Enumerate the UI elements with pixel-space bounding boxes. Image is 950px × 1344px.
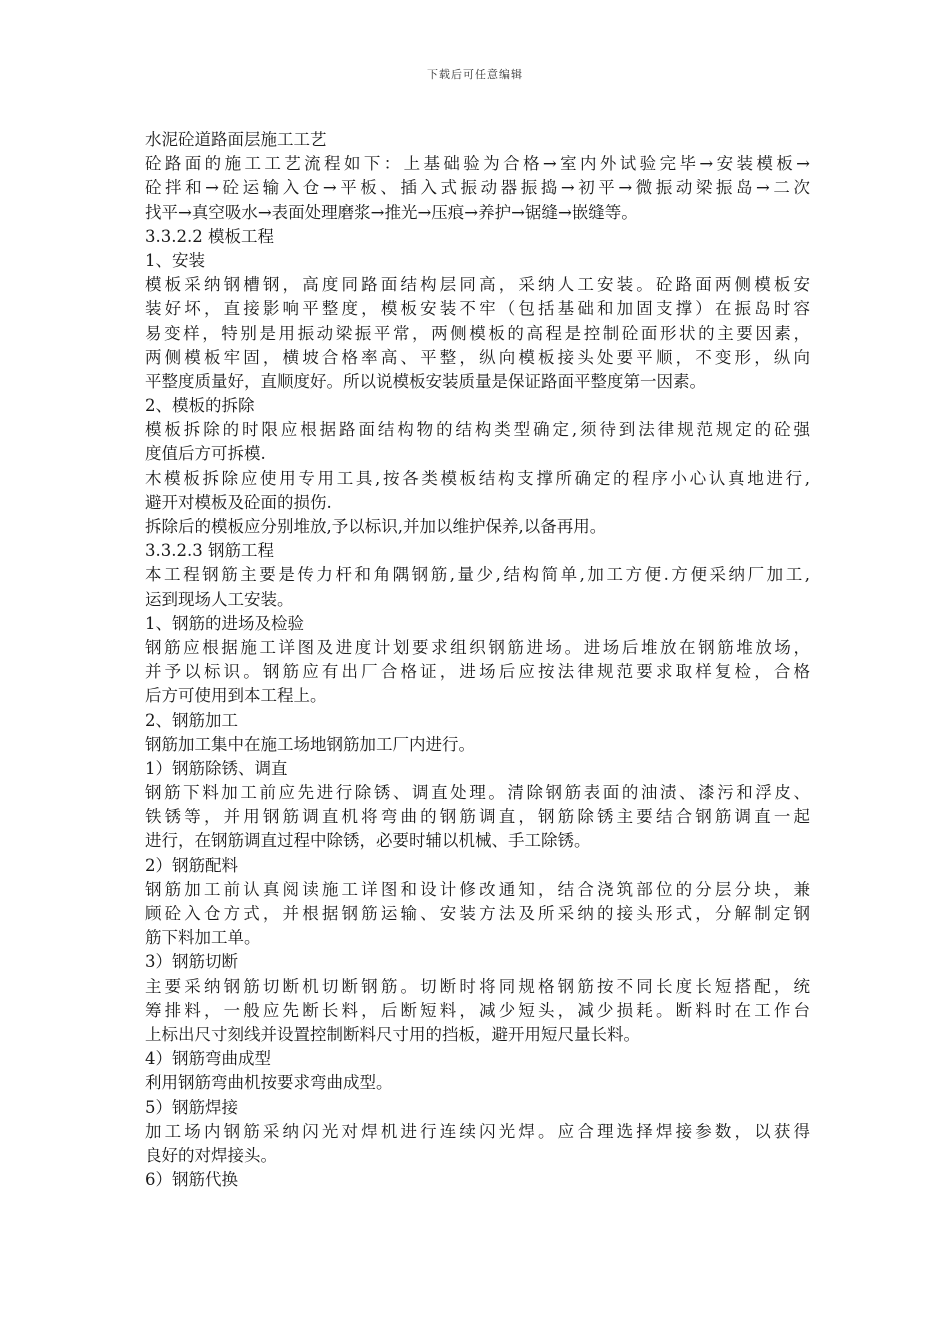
document-body <box>145 128 810 1192</box>
text-line: 利用钢筋弯曲机按要求弯曲成型。 <box>145 1073 393 1093</box>
text-line: 砼路面的施工工艺流程如下：上基础验为合格→室内外试验完毕→安装模板→ <box>145 154 810 174</box>
text-line: 3.3.2.2 模板工程 <box>145 226 274 246</box>
text-line: 找平→真空吸水→表面处理磨浆→推光→压痕→养护→锯缝→嵌缝等。 <box>145 202 638 222</box>
text-line: 加工场内钢筋采纳闪光对焊机进行连续闪光焊。应合理选择焊接参数，以获得 <box>145 1121 810 1141</box>
text-line: 3）钢筋切断 <box>145 952 238 972</box>
text-line: 1、钢筋的进场及检验 <box>145 613 304 633</box>
text-line: 钢筋应根据施工详图及进度计划要求组织钢筋进场。进场后堆放在钢筋堆放场， <box>145 637 810 657</box>
text-line: 2、模板的拆除 <box>145 396 255 416</box>
text-line: 两侧模板牢固，横坡合格率高、平整，纵向模板接头处要平顺，不变形，纵向 <box>145 347 810 367</box>
text-line: 3.3.2.3 钢筋工程 <box>145 541 274 561</box>
text-line: 6）钢筋代换 <box>145 1170 238 1190</box>
text-line: 主要采纳钢筋切断机切断钢筋。切断时将同规格钢筋按不同长度长短搭配，统 <box>145 976 810 996</box>
text-line: 钢筋加工前认真阅读施工详图和设计修改通知，结合浇筑部位的分层分块，兼 <box>145 879 810 899</box>
text-line: 本工程钢筋主要是传力杆和角隅钢筋,量少,结构简单,加工方便.方便采纳厂加工, <box>145 565 810 585</box>
page-header-note: 下载后可任意编辑 <box>427 68 523 81</box>
text-line: 上标出尺寸刻线并设置控制断料尺寸用的挡板，避开用短尺量长料。 <box>145 1024 640 1044</box>
text-line: 进行，在钢筋调直过程中除锈，必要时辅以机械、手工除锈。 <box>145 831 591 851</box>
text-line: 易变样，特别是用振动梁振平常，两侧模板的高程是控制砼面形状的主要因素， <box>145 323 810 343</box>
text-line: 筹排料，一般应先断长料，后断短料，减少短头，减少损耗。断料时在工作台 <box>145 1000 810 1020</box>
text-line: 拆除后的模板应分别堆放,予以标识,并加以维护保养,以备再用。 <box>145 517 607 536</box>
text-line: 避开对模板及砼面的损伤. <box>145 492 332 512</box>
text-line: 并予以标识。钢筋应有出厂合格证，进场后应按法律规范要求取样复检，合格 <box>145 662 810 682</box>
text-line: 5）钢筋焊接 <box>145 1097 238 1117</box>
text-line: 后方可使用到本工程上。 <box>145 686 327 706</box>
text-line: 筋下料加工单。 <box>145 928 261 948</box>
text-line: 木模板拆除应使用专用工具,按各类模板结构支撑所确定的程序小心认真地进行, <box>145 468 810 488</box>
text-line: 模板采纳钢槽钢，高度同路面结构层同高，采纳人工安装。砼路面两侧模板安 <box>145 275 810 295</box>
text-line: 1）钢筋除锈、调直 <box>145 758 288 778</box>
text-line: 装好坏，直接影响平整度，模板安装不牢（包括基础和加固支撑）在振岛时容 <box>145 299 810 319</box>
text-line: 铁锈等，并用钢筋调直机将弯曲的钢筋调直，钢筋除锈主要结合钢筋调直一起 <box>145 807 810 827</box>
text-line: 运到现场人工安装。 <box>145 589 294 609</box>
text-line: 1、安装 <box>145 250 205 270</box>
text-line: 良好的对焊接头。 <box>145 1145 277 1165</box>
text-line: 2、钢筋加工 <box>145 710 238 730</box>
text-line: 砼拌和→砼运输入仓→平板、插入式振动器振捣→初平→微振动梁振岛→二次 <box>145 178 810 198</box>
text-line: 2）钢筋配料 <box>145 855 238 875</box>
text-line: 顾砼入仓方式，并根据钢筋运输、安装方法及所采纳的接头形式，分解制定钢 <box>145 904 810 923</box>
text-line: 4）钢筋弯曲成型 <box>145 1049 271 1069</box>
text-line: 平整度质量好，直顺度好。所以说模板安装质量是保证路面平整度第一因素。 <box>145 371 706 391</box>
text-line: 钢筋加工集中在施工场地钢筋加工厂内进行。 <box>145 734 475 754</box>
text-line: 模板拆除的时限应根据路面结构物的结构类型确定,须待到法律规范规定的砼强 <box>145 420 810 440</box>
text-line: 钢筋下料加工前应先进行除锈、调直处理。清除钢筋表面的油渍、漆污和浮皮、 <box>145 783 810 803</box>
text-line: 度值后方可拆模. <box>145 444 266 464</box>
text-line: 水泥砼道路面层施工工艺 <box>145 130 327 149</box>
